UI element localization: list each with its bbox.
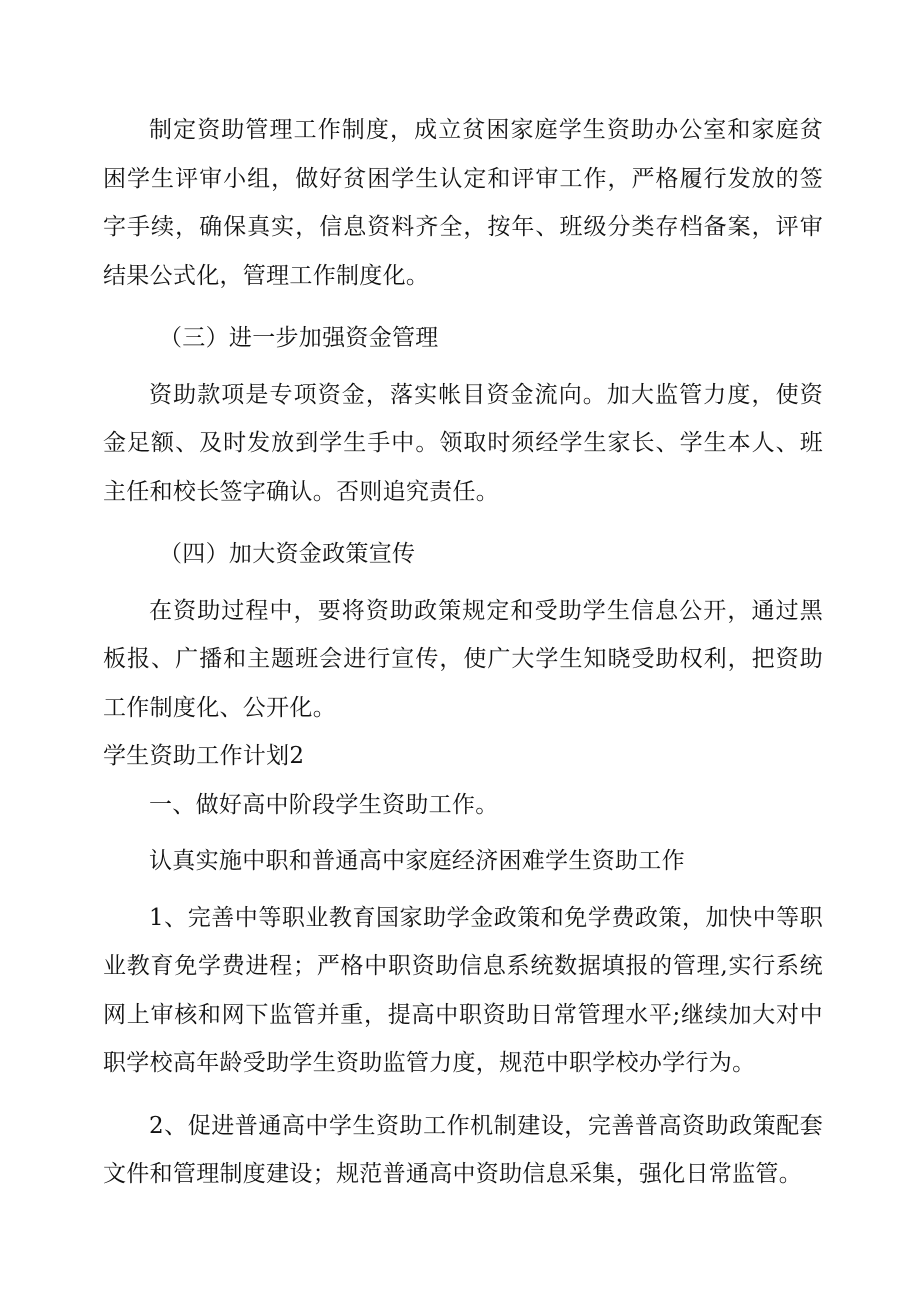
spacer	[103, 829, 823, 837]
spacer	[103, 516, 823, 530]
spacer	[103, 579, 823, 587]
section-title-plan-2: 学生资助工作计划2	[103, 743, 305, 769]
paragraph-policy-publicity: 在资助过程中，要将资助政策规定和受助学生信息公开，通过黑板报、广播和主题班会进行宣传，使广大学生知晓受助权利，把资助工作制度化、公开化。	[103, 597, 823, 721]
spacer	[103, 363, 823, 371]
paragraph-fund-management: 资助款项是专项资金，落实帐目资金流向。加大监管力度，使资金足额、及时发放到学生手中。领取时须经学生家长、学生本人、班主任和校长签字确认。否则追究责任。	[103, 381, 823, 505]
spacer	[103, 886, 823, 894]
paragraph-management-system: 制定资助管理工作制度，成立贫困家庭学生资助办公室和家庭贫困学生评审小组，做好贫困学生认定和评审工作，严格履行发放的签字手续，确保真实，信息资料齐全，按年、班级分类存档备案，评审结果公式化，管理工作制度化。	[103, 117, 823, 289]
spacer	[103, 1088, 823, 1102]
document-body	[103, 106, 823, 1199]
spacer	[103, 300, 823, 314]
heading-policy-publicity: （四）加大资金政策宣传	[159, 541, 416, 567]
paragraph-implement-aid: 认真实施中职和普通高中家庭经济困难学生资助工作	[149, 848, 685, 874]
paragraph-item-2: 2、促进普通高中学生资助工作机制建设，完善普高资助政策配套文件和管理制度建设；规范普通高中资助信息采集，强化日常监管。	[103, 1112, 823, 1187]
paragraph-item-1: 1、完善中等职业教育国家助学金政策和免学费政策，加快中等职业教育免学费进程；严格中职资助信息系统数据填报的管理,实行系统网上审核和网下监管并重，提高中职资助日常管理水平;继续加大对中职学校高年龄受助学生资助监管力度，规范中职学校办学行为。	[103, 904, 823, 1076]
heading-fund-management: （三）进一步加强资金管理	[159, 325, 439, 351]
heading-high-school-aid: 一、做好高中阶段学生资助工作。	[149, 791, 499, 818]
